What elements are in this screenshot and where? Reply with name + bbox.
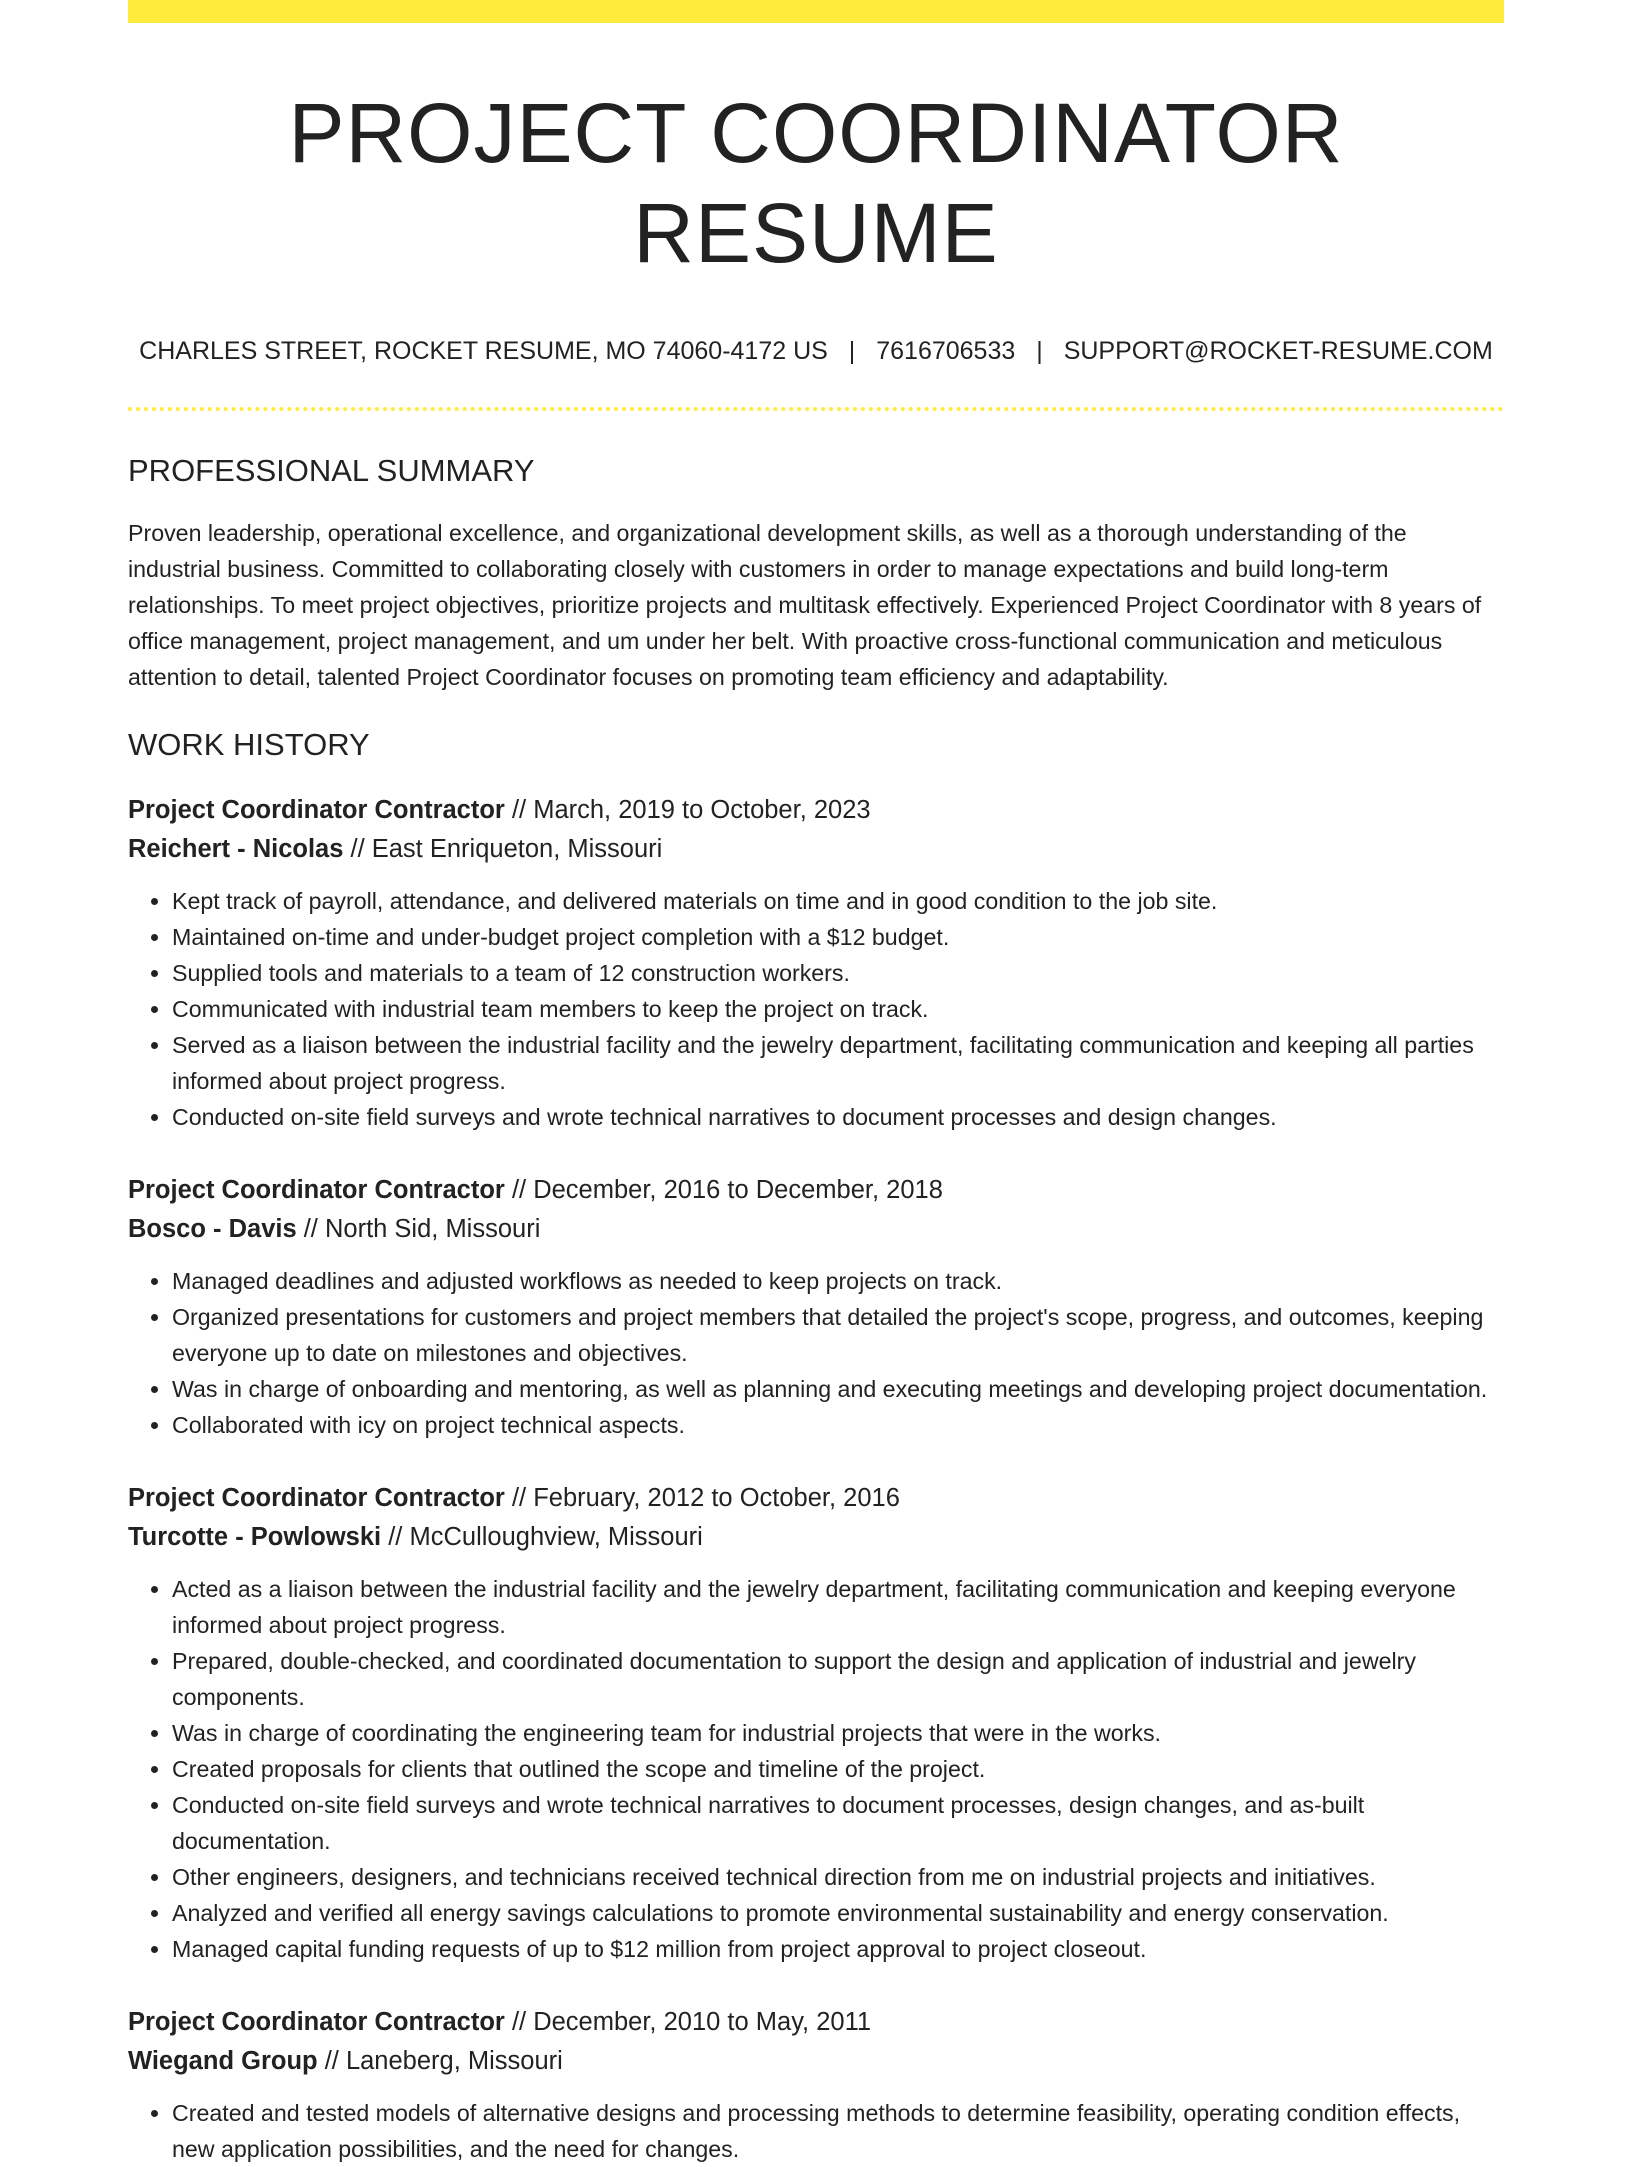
job-entry (128, 1479, 1504, 1967)
job-dates: // February, 2012 to October, 2016 (504, 1484, 900, 1512)
contact-separator: | (1036, 337, 1043, 365)
job-location: // Laneberg, Missouri (317, 2047, 563, 2075)
job-bullet: • Was in charge of onboarding and mentoring, as well as planning and executing meetings and developing project documentation. (172, 1371, 1504, 1407)
job-bullet: • Managed deadlines and adjusted workflows as needed to keep projects on track. (172, 1263, 1504, 1299)
dotted-divider (128, 407, 1504, 411)
job-bullet: • Analyzed and verified all energy savings calculations to promote environmental sustainability and energy conservation. (172, 1895, 1504, 1931)
job-bullet: • Served as a liaison between the industrial facility and the jewelry department, facilitating communication and keeping all parties informed about project progress. (172, 1027, 1504, 1099)
address: CHARLES STREET, ROCKET RESUME, MO 74060-4172 US (139, 337, 828, 365)
job-bullet: • Kept track of payroll, attendance, and delivered materials on time and in good condition to the job site. (172, 883, 1504, 919)
job-role-line (128, 1479, 1504, 1518)
resume-page (128, 0, 1504, 2167)
job-company-line (128, 1210, 1504, 1249)
summary-text: Proven leadership, operational excellence, and organizational development skills, as well as a thorough understanding of the industrial business. Committed to collaborating closely with customers in order to manage expectations and build long-term relationships. To meet project objectives, prioritize projects and multitask effectively. Experienced Project Coordinator with 8 years of office management, project management, and um under her belt. With proactive cross-functional communication and meticulous attention to detail, talented Project Coordinator focuses on promoting team efficiency and adaptability. (128, 520, 1482, 690)
job-bullet: • Prepared, double-checked, and coordinated documentation to support the design and application of industrial and jewelry components. (172, 1643, 1504, 1715)
job-role: Project Coordinator Contractor (128, 1176, 505, 1204)
job-bullet: • Supplied tools and materials to a team of 12 construction workers. (172, 955, 1504, 991)
job-bullet: • Maintained on-time and under-budget project completion with a $12 budget. (172, 919, 1504, 955)
job-bullet: • Other engineers, designers, and technicians received technical direction from me on industrial projects and initiatives. (172, 1859, 1504, 1895)
job-location: // McCulloughview, Missouri (381, 1523, 703, 1551)
job-location: // East Enriqueton, Missouri (343, 835, 663, 863)
job-bullets (128, 1263, 1504, 1443)
job-bullet: • Created proposals for clients that outlined the scope and timeline of the project. (172, 1751, 1504, 1787)
job-dates: // March, 2019 to October, 2023 (504, 796, 871, 824)
job-bullet: • Conducted on-site field surveys and wrote technical narratives to document processes and design changes. (172, 1099, 1504, 1135)
job-bullet: • Communicated with industrial team members to keep the project on track. (172, 991, 1504, 1027)
job-bullet: • Managed capital funding requests of up to $12 million from project approval to project closeout. (172, 1931, 1504, 1967)
job-entry (128, 2003, 1504, 2167)
job-entry (128, 791, 1504, 1135)
summary-heading: PROFESSIONAL SUMMARY (128, 453, 535, 488)
job-role-line (128, 2003, 1504, 2042)
contact-line (128, 335, 1504, 367)
resume-title: PROJECT COORDINATOR RESUME (288, 86, 1344, 280)
job-role: Project Coordinator Contractor (128, 2008, 505, 2036)
job-bullet: • Was in charge of coordinating the engineering team for industrial projects that were in the works. (172, 1715, 1504, 1751)
job-role: Project Coordinator Contractor (128, 796, 505, 824)
job-bullets (128, 1571, 1504, 1967)
phone: 7616706533 (876, 337, 1016, 365)
job-bullet: • Created and tested models of alternative designs and processing methods to determine feasibility, operating condition effects, new application possibilities, and the need for changes. (172, 2095, 1504, 2167)
job-company-line (128, 1518, 1504, 1557)
job-company: Bosco - Davis (128, 1215, 297, 1243)
job-company: Turcotte - Powlowski (128, 1523, 382, 1551)
job-dates: // December, 2010 to May, 2011 (504, 2008, 872, 2036)
work-history-heading: WORK HISTORY (128, 727, 370, 762)
job-bullet: • Conducted on-site field surveys and wrote technical narratives to document processes, design changes, and as-built documentation. (172, 1787, 1504, 1859)
top-accent-bar (128, 0, 1504, 23)
job-bullet: • Acted as a liaison between the industrial facility and the jewelry department, facilitating communication and keeping everyone informed about project progress. (172, 1571, 1504, 1643)
job-entry (128, 1171, 1504, 1443)
job-role: Project Coordinator Contractor (128, 1484, 505, 1512)
job-company-line (128, 2042, 1504, 2081)
job-location: // North Sid, Missouri (296, 1215, 541, 1243)
email: SUPPORT@ROCKET-RESUME.COM (1063, 337, 1493, 365)
work-history-list (128, 791, 1504, 2167)
job-bullet: • Collaborated with icy on project technical aspects. (172, 1407, 1504, 1443)
job-company-line (128, 830, 1504, 869)
job-role-line (128, 1171, 1504, 1210)
job-bullets (128, 883, 1504, 1135)
contact-separator: | (848, 337, 856, 365)
job-company: Reichert - Nicolas (128, 835, 344, 863)
job-role-line (128, 791, 1504, 830)
job-company: Wiegand Group (128, 2047, 318, 2075)
job-bullet: • Organized presentations for customers and project members that detailed the project's scope, progress, and outcomes, keeping everyone up to date on milestones and objectives. (172, 1299, 1504, 1371)
job-dates: // December, 2016 to December, 2018 (504, 1176, 943, 1204)
job-bullets (128, 2095, 1504, 2167)
